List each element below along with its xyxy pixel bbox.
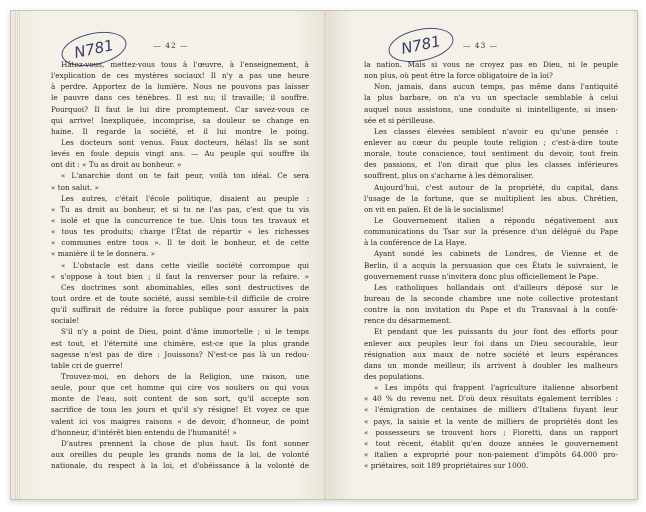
- text-line: bureau de la seconde chambre une note collective protestant: [364, 293, 618, 303]
- text-line: valent ici vos maigres raisons « de devoir, d'honneur, de point: [51, 416, 309, 426]
- text-line: l'usage de la fortune, que se multiplient les abus. Chrétien,: [364, 193, 618, 203]
- page-number: — 43 —: [462, 41, 499, 50]
- text-line: sée et si périlleuse.: [364, 115, 436, 125]
- text-line: S'il n'y a point de Dieu, point d'âme immortelle ; si le temps: [61, 327, 309, 337]
- text-line: « tous tes produits; charge l'État de répartir « les richesses: [51, 227, 309, 237]
- text-line: « tout récent, établit qu'en douze années le gouvernement: [364, 438, 618, 448]
- text-line: Aujourd'hui, c'est autour de la propriété, du capital, dans: [374, 182, 618, 192]
- text-line: à la conférence de La Haye.: [364, 238, 467, 248]
- text-line: « s'oppose à tout bien ; il faut la renverser pour la refaire. »: [51, 271, 309, 281]
- text-line: la plus barbare, on n'a vu un spectacle semblable à celui: [364, 93, 618, 103]
- open-book: [10, 10, 638, 500]
- text-line: contre la non invitation du Pape et du Transvaal à la confé-: [364, 305, 618, 315]
- handwritten-stamp: N781: [58, 27, 129, 72]
- text-line: D'autres prennent la chose de plus haut. Ils font sonner: [61, 438, 309, 448]
- text-line: « Tu as droit au bonheur, et si tu ne l'as pas, c'est que tu vis: [51, 204, 309, 214]
- text-line: levés en foule depuis vingt ans. — Au peuple qui souffre ils: [51, 149, 309, 159]
- text-line: Les docteurs sont venus. Faux docteurs, hélas! Ils se sont: [61, 137, 309, 147]
- text-line: Les catholiques hollandais ont d'ailleurs déposé sur le: [374, 282, 618, 292]
- text-line: Ayant sondé les cabinets de Londres, de Vienne et de: [374, 249, 618, 259]
- text-line: dans un monde meilleur, ils arrivent à doubler les malheurs: [364, 360, 618, 370]
- page-edges: [15, 11, 21, 499]
- text-line: le pauvre dans ces ténèbres. Il est nu; il travaille; il souffre.: [51, 93, 309, 103]
- text-line: d'honneur, d'intérêt bien entendu de l'humanité! »: [51, 427, 237, 437]
- left-page: [15, 11, 328, 499]
- text-line: des populations.: [364, 371, 425, 381]
- text-line: Hâtez-vous, mettez-vous tous à l'œuvre, à l'enseignement, à: [61, 60, 309, 69]
- text-line: des passions, et l'on dirait que plus les classes inférieures: [364, 160, 618, 170]
- text-line: souffrent, plus on s'acharne à les démoraliser.: [364, 171, 534, 181]
- text-line: Berlin, il a acquis la persuasion que ces États le suivraient, le: [364, 260, 618, 270]
- page-body-text: [51, 59, 309, 471]
- text-line: auquel nous assistons, une conduite si inintelligente, si insen-: [364, 104, 618, 114]
- text-line: aux oreilles du peuple les grands noms de la loi, de volonté: [51, 449, 309, 459]
- text-line: « pays, la saisie et la vente de milliers de propriétés dont les: [364, 416, 618, 426]
- text-line: Pourquoi? Il faut le lui dire promptement. Car savez-vous ce: [51, 104, 309, 114]
- text-line: « ton salut. »: [51, 182, 99, 192]
- text-line: « italien a exproprié pour non-paiement d'impôts 64.000 pro-: [364, 449, 618, 459]
- text-line: on vit en païen. Et de là le socialisme!: [364, 204, 504, 214]
- text-line: « l'émigration de centaines de milliers d'Italiens fuyant leur: [364, 405, 618, 415]
- handwritten-stamp: N781: [385, 23, 456, 68]
- text-line: morale, toute conscience, tout sentiment du devoir, tout frein: [364, 149, 618, 159]
- text-line: Les classes élevées semblent n'avoir eu qu'une pensée :: [374, 126, 618, 136]
- text-line: Non, jamais, dans aucun temps, pas même dans l'antiquité: [374, 82, 618, 92]
- text-line: tout ordre et de toute société, aussi semble-t-il difficile de croire: [51, 293, 309, 303]
- text-line: « priétaires, soit 189 propriétaires sur 1000.: [364, 461, 529, 471]
- text-line: Les autres, c'était l'école politique, disaient au peuple :: [61, 193, 309, 203]
- text-line: seule, pour que cet homme qui cire vos souliers ou qui vous: [51, 383, 309, 393]
- text-line: l'explication de ces mystères sociaux! Il n'y a pas une heure: [51, 71, 309, 81]
- text-line: « L'anarchie dont on te fait peur, voilà ton idéal. Ce sera: [61, 171, 309, 181]
- text-line: haine. Il regarde la société, et il lui montre le poing.: [51, 126, 309, 136]
- text-line: enlever au cœur du peuple toute religion ; c'est-à-dire toute: [364, 137, 618, 147]
- text-line: « Les impôts qui frappent l'agriculture italienne absorbent: [374, 383, 618, 393]
- text-line: « isolé et que la concurrence te tue. Unis tous tes travaux et: [51, 215, 309, 225]
- text-line: Le Gouvernement italien a répondu négativement aux: [374, 215, 618, 225]
- text-line: à perdre. Apportez de la lumière. Nous ne pouvons pas laisser: [51, 82, 309, 92]
- text-line: « manière il te le donnera. »: [51, 249, 156, 259]
- text-line: sagesse n'est pas de dire : Jouissons? N'est-ce pas là un redou-: [51, 349, 309, 359]
- text-line: sociale!: [51, 316, 80, 326]
- text-line: résignation aux maux de notre société et leurs espérances: [364, 349, 618, 359]
- text-line: qu'il suffirait de réduire la force publique pour assurer la paix: [51, 305, 309, 315]
- page-number: — 42 —: [153, 41, 189, 50]
- text-line: table cri de guerre!: [51, 360, 123, 370]
- text-line: Ces doctrines sont abominables, elles sont destructives de: [61, 282, 309, 292]
- page-body-text: [364, 59, 618, 471]
- text-line: « 40 % du revenu net. D'où deux résultats également terribles :: [364, 394, 618, 404]
- text-line: rence du désarmement.: [364, 316, 452, 326]
- text-line: est tout, et l'éternité une chimère, est-ce que la plus grande: [51, 338, 309, 348]
- text-line: Trouvez-moi, en dehors de la Religion, une raison, une: [61, 371, 309, 381]
- text-line: non plus, où peut être la force obligatoire de la loi?: [364, 71, 553, 81]
- text-line: « possesseurs se trouvent hors ; Fioretti, dans un rapport: [364, 427, 618, 437]
- text-line: la nation. Mais si vous ne croyez pas en Dieu, ni le peuple: [364, 60, 618, 69]
- text-line: qui arrive! Inexpliquée, incomprise, sa douleur se change en: [51, 115, 309, 125]
- text-line: sacrifice de tous les jours et qu'il s'y résigne! Et voyez ce que: [51, 405, 309, 415]
- text-line: « L'obstacle est dans cette vieille société corrompue qui: [61, 260, 309, 270]
- text-line: nationale, du respect à la loi, et d'obéissance à la volonté de: [51, 461, 309, 471]
- text-line: enlever aux peuples leur foi dans un Dieu secourable, leur: [364, 338, 618, 348]
- text-line: communications du Tsar sur la présence d'un délégué du Pape: [364, 227, 618, 237]
- right-page: [328, 11, 633, 499]
- text-line: « communes entre tous ». Il te doit le bonheur, et de cette: [51, 238, 309, 248]
- text-line: Et pendant que les puissants du jour font des efforts pour: [374, 327, 618, 337]
- text-line: monte de l'eau, soit content de son sort, qu'il accepte son: [51, 394, 309, 404]
- text-line: gouvernement russe n'invitera donc plus officiellement le Pape.: [364, 271, 599, 281]
- text-line: ont dit : « Tu as droit au bonheur. »: [51, 160, 182, 170]
